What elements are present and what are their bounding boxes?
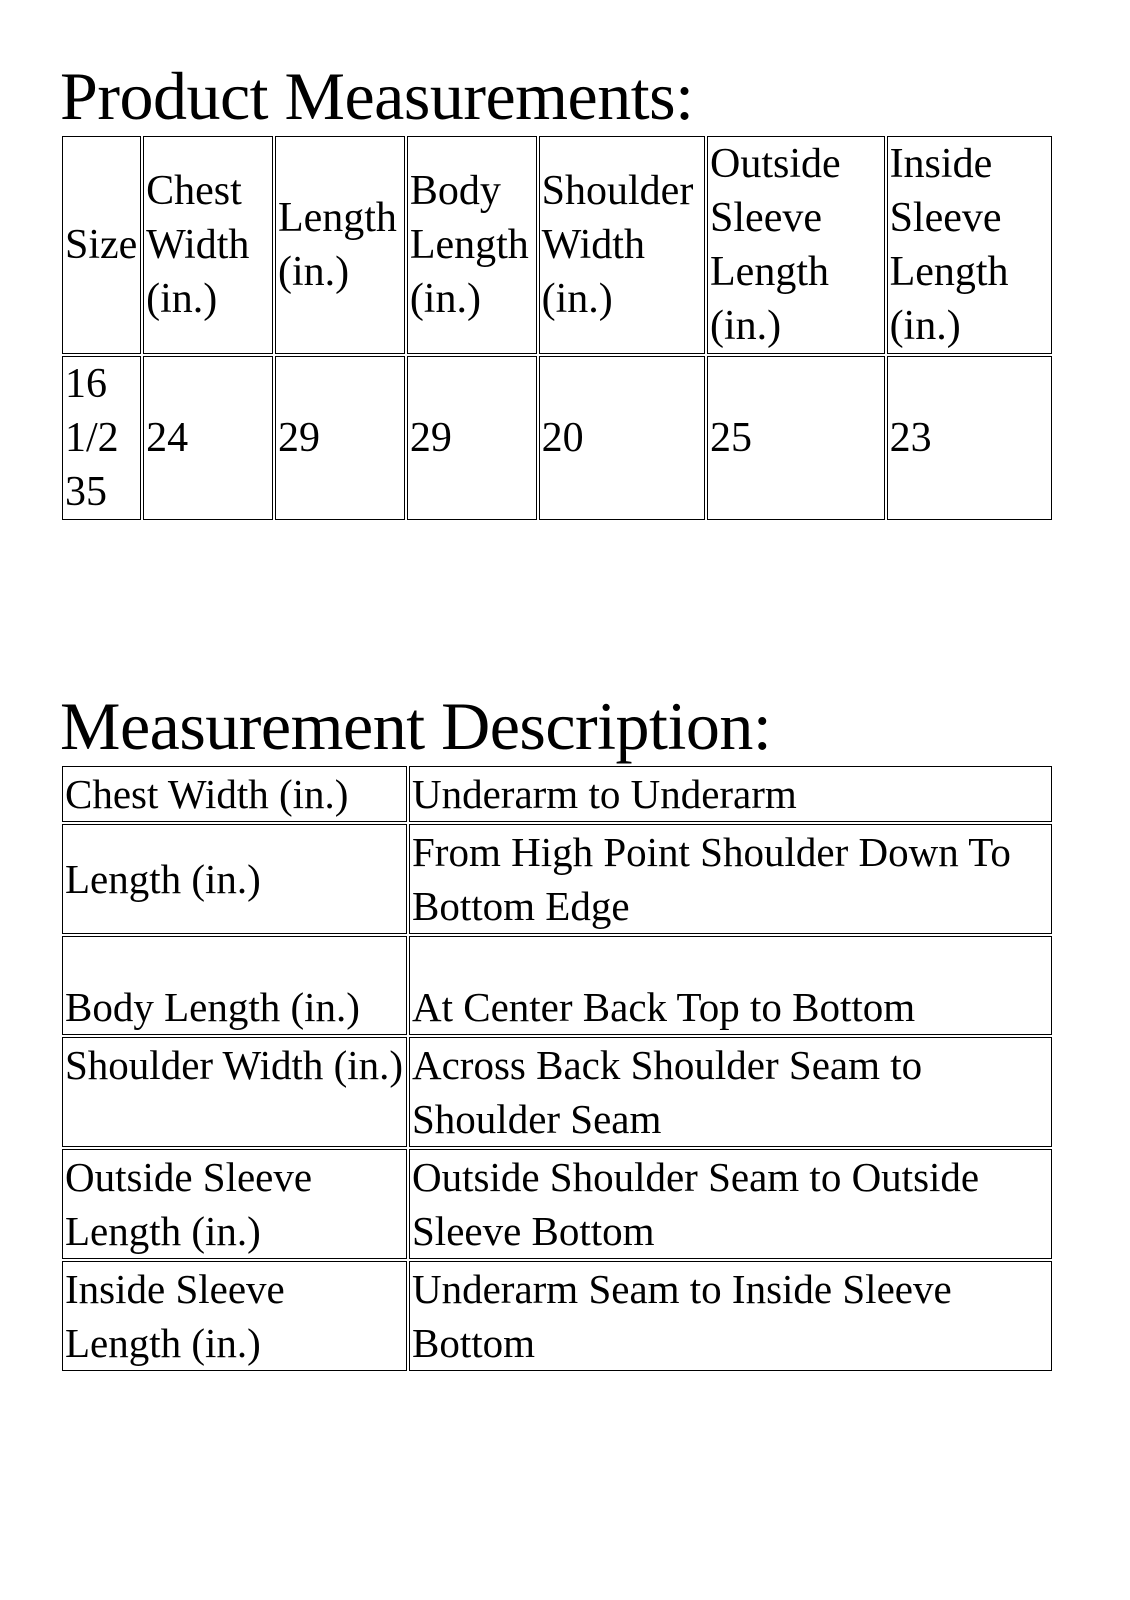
- table-row: [62, 766, 1052, 822]
- desc-name-cell: Body Length (in.): [62, 936, 407, 1035]
- desc-text-cell: From High Point Shoulder Down To Bottom Edge: [409, 824, 1052, 934]
- cell-body-length: 29: [407, 356, 537, 520]
- desc-text-cell: At Center Back Top to Bottom: [409, 936, 1052, 1035]
- table-row: [62, 936, 1052, 1035]
- header-length: Length (in.): [275, 136, 405, 354]
- product-measurements-title: Product Measurements:: [60, 58, 694, 134]
- cell-shoulder-width: 20: [539, 356, 705, 520]
- table-row: [62, 1149, 1052, 1259]
- desc-name-cell: Chest Width (in.): [62, 766, 407, 822]
- header-chest-width: Chest Width (in.): [143, 136, 273, 354]
- cell-size: 16 1/2 35: [62, 356, 141, 520]
- cell-length: 29: [275, 356, 405, 520]
- product-measurements-table: [60, 134, 1054, 522]
- header-outside-sleeve-length: Outside Sleeve Length (in.): [707, 136, 885, 354]
- table-row: [62, 824, 1052, 934]
- header-row: [62, 136, 1052, 354]
- desc-name-cell: Shoulder Width (in.): [62, 1037, 407, 1147]
- desc-name-cell: Length (in.): [62, 824, 407, 934]
- header-shoulder-width: Shoulder Width (in.): [539, 136, 705, 354]
- header-inside-sleeve-length: Inside Sleeve Length (in.): [887, 136, 1052, 354]
- cell-chest-width: 24: [143, 356, 273, 520]
- header-size: Size: [62, 136, 141, 354]
- table-row: [62, 1261, 1052, 1371]
- desc-text-cell: Underarm to Underarm: [409, 766, 1052, 822]
- table-row: [62, 356, 1052, 520]
- desc-name-cell: Outside Sleeve Length (in.): [62, 1149, 407, 1259]
- cell-inside-sleeve-length: 23: [887, 356, 1052, 520]
- desc-text-cell: Underarm Seam to Inside Sleeve Bottom: [409, 1261, 1052, 1371]
- desc-text-cell: Outside Shoulder Seam to Outside Sleeve Bottom: [409, 1149, 1052, 1259]
- cell-outside-sleeve-length: 25: [707, 356, 885, 520]
- desc-text-cell: Across Back Shoulder Seam to Shoulder Seam: [409, 1037, 1052, 1147]
- measurement-description-table: [60, 764, 1054, 1373]
- measurement-description-title: Measurement Description:: [60, 688, 772, 764]
- desc-name-cell: Inside Sleeve Length (in.): [62, 1261, 407, 1371]
- header-body-length: Body Length (in.): [407, 136, 537, 354]
- table-row: [62, 1037, 1052, 1147]
